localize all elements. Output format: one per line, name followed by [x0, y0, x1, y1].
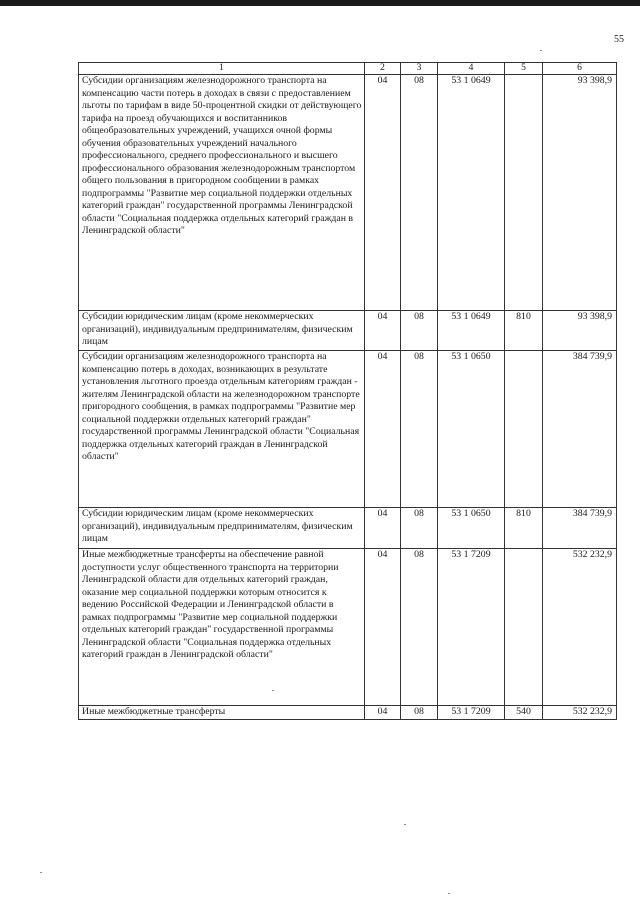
table-row — [79, 508, 617, 549]
table-row — [79, 311, 617, 351]
row-vr-cell — [505, 75, 543, 311]
table-row — [79, 75, 617, 311]
row-name-cell: Субсидии организациям железнодорожного транспорта на компенсацию потерь в доходах, возникающих в результате установления льготного проезда отдельным категориям граждан - жителям Ленинградской области на железнодорожном транспорте пригородного сообщения, в рамках подпрограммы "Развитие мер социальной поддержки отдельных категорий граждан" государственной программы Ленинградской области "Социальная поддержка отдельных категорий граждан в Ленинградской области" — [79, 351, 365, 508]
row-pr-cell: 08 — [401, 549, 438, 706]
row-pr-cell: 08 — [401, 311, 438, 351]
row-name-cell: Субсидии организациям железнодорожного транспорта на компенсацию части потерь в доходах в связи с предоставлением льготы по тарифам в виде 50-процентной скидки от действующего тарифа на проезд обучающихся и воспитанников общеобразовательных учреждений, учащихся очной формы обучения образовательных учреждений начального профессионального, среднего профессионального и высшего профессионального образования железнодорожным транспортом общего пользования в пригородном сообщении в рамках подпрограммы "Развитие мер социальной поддержки отдельных категорий граждан" государственной программы Ленинградской области "Социальная поддержка отдельных категорий граждан в Ленинградской области" — [79, 75, 365, 311]
row-amount-cell: 532 232,9 — [543, 706, 617, 720]
row-name-cell: Субсидии юридическим лицам (кроме некоммерческих организаций), индивидуальным предпринимателям, физическим лицам — [79, 508, 365, 549]
row-csr-cell: 53 1 7209 — [438, 706, 505, 720]
header-row — [79, 63, 617, 75]
row-csr-cell: 53 1 0649 — [438, 311, 505, 351]
row-vr-cell: 810 — [505, 311, 543, 351]
row-name-cell: Субсидии юридическим лицам (кроме некоммерческих организаций), индивидуальным предпринимателям, физическим лицам — [79, 311, 365, 351]
row-name-cell: Иные межбюджетные трансферты — [79, 706, 365, 720]
row-amount-cell: 384 739,9 — [543, 508, 617, 549]
row-pr-cell: 08 — [401, 508, 438, 549]
row-csr-cell: 53 1 0650 — [438, 351, 505, 508]
row-vr-cell: 540 — [505, 706, 543, 720]
top-edge-bar — [0, 0, 640, 6]
table-row — [79, 706, 617, 720]
row-pr-cell: 08 — [401, 706, 438, 720]
header-cell-rz: 2 — [365, 63, 401, 75]
table-row — [79, 351, 617, 508]
row-vr-cell — [505, 549, 543, 706]
row-pr-cell: 08 — [401, 75, 438, 311]
budget-table — [78, 62, 617, 720]
row-pr-cell: 08 — [401, 351, 438, 508]
header-cell-amount: 6 — [543, 63, 617, 75]
scan-speck — [40, 872, 42, 873]
row-name-cell: Иные межбюджетные трансферты на обеспечение равной доступности услуг общественного транспорта на территории Ленинградской области для отдельных категорий граждан, оказание мер социальной поддержки которым относится к ведению Российской Федерации и Ленинградской области в рамках подпрограммы "Развитие мер социальной поддержки отдельных категорий граждан" государственной программы Ленинградской области "Социальная поддержка отдельных категорий граждан в Ленинградской области" — [79, 549, 365, 706]
row-vr-cell — [505, 351, 543, 508]
scan-speck — [272, 690, 274, 691]
scan-speck — [448, 893, 450, 894]
header-cell-vr: 5 — [505, 63, 543, 75]
row-rz-cell: 04 — [365, 706, 401, 720]
row-amount-cell: 93 398,9 — [543, 75, 617, 311]
row-csr-cell: 53 1 7209 — [438, 549, 505, 706]
header-cell-pr: 3 — [401, 63, 438, 75]
row-rz-cell: 04 — [365, 351, 401, 508]
row-amount-cell: 384 739,9 — [543, 351, 617, 508]
row-rz-cell: 04 — [365, 549, 401, 706]
header-cell-csr: 4 — [438, 63, 505, 75]
row-vr-cell: 810 — [505, 508, 543, 549]
scan-speck — [540, 50, 542, 51]
header-cell-name: 1 — [79, 63, 365, 75]
row-amount-cell: 532 232,9 — [543, 549, 617, 706]
row-csr-cell: 53 1 0650 — [438, 508, 505, 549]
table-row — [79, 549, 617, 706]
page-number: 55 — [614, 34, 624, 45]
row-amount-cell: 93 398,9 — [543, 311, 617, 351]
row-rz-cell: 04 — [365, 75, 401, 311]
row-rz-cell: 04 — [365, 311, 401, 351]
scan-speck — [404, 824, 406, 825]
row-csr-cell: 53 1 0649 — [438, 75, 505, 311]
row-rz-cell: 04 — [365, 508, 401, 549]
